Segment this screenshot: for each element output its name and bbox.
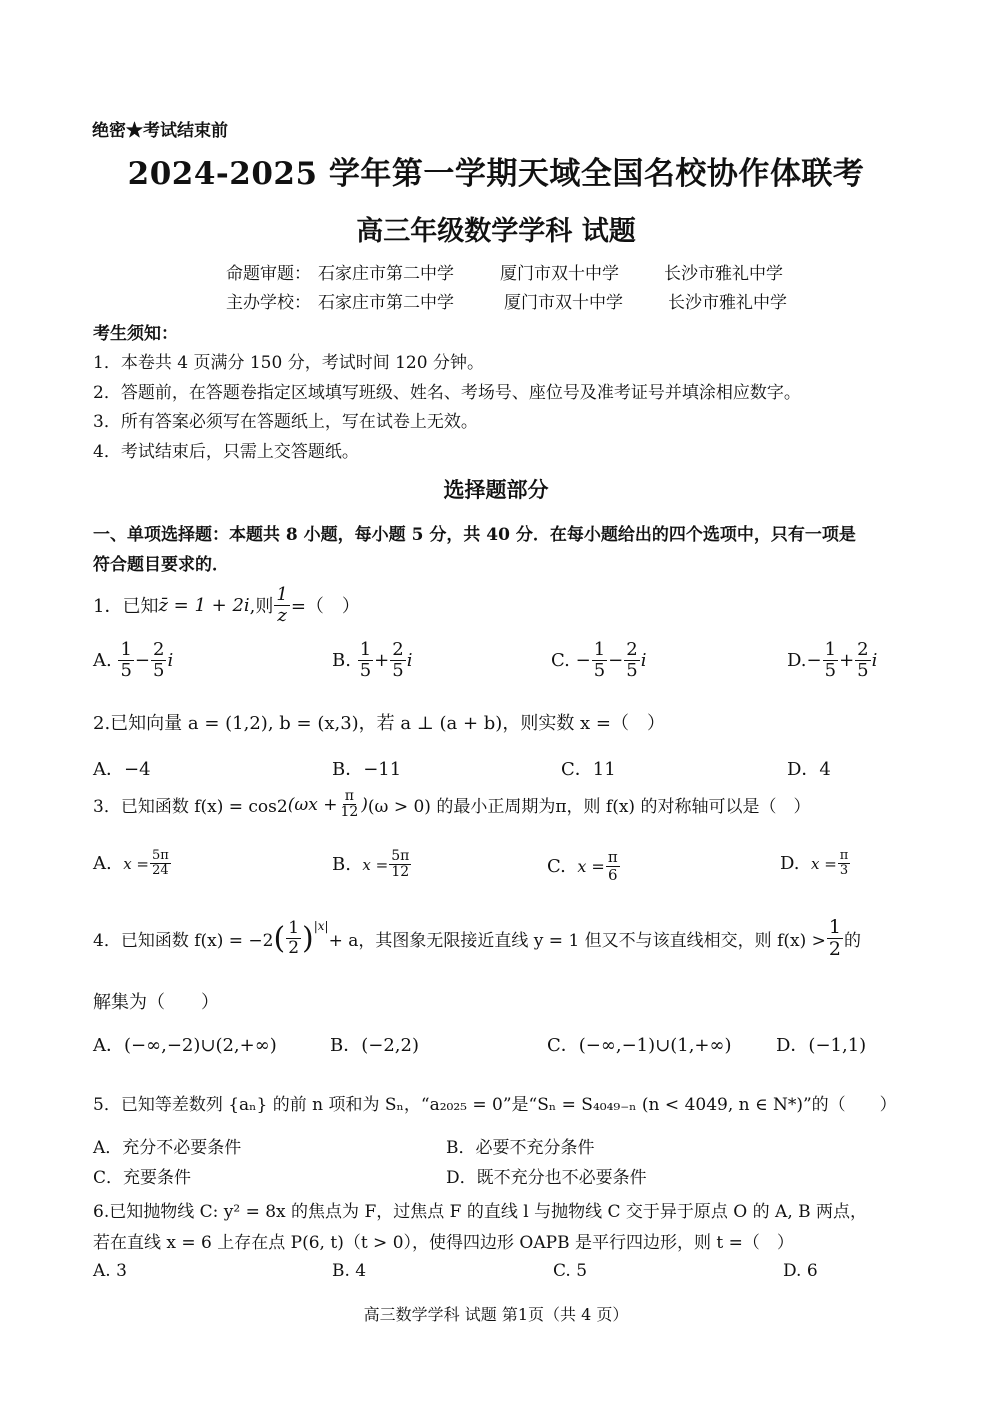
q1-option-b-tail: i	[406, 649, 413, 671]
q3-option-b-frac	[389, 849, 411, 881]
q3-option-b-label: B.	[332, 854, 351, 876]
q3-d-den: 3	[839, 863, 849, 879]
q3-option-c-lhs: x =	[577, 856, 605, 876]
question-6-stem-line2: 若在直线 x = 6 上存在点 P(6, t)（t > 0），使得四边形 OAPB 是平行四边形，则 t =（ ）	[93, 1233, 794, 1253]
q1-c-den1: 5	[593, 659, 606, 681]
q1-option-a	[93, 640, 173, 681]
notice-item-3: 3．所有答案必须写在答题纸上，写在试卷上无效。	[93, 412, 478, 432]
q4-prefix: 4．已知函数 f(x) = −2	[93, 930, 274, 951]
q5-option-d: D．既不充分也不必要条件	[446, 1168, 647, 1188]
q1-option-c-frac1	[592, 640, 607, 681]
q1-c-num1: 1	[593, 639, 606, 660]
q3-prefix: 3．已知函数 f(x) = cos2	[93, 797, 288, 818]
q1-a-den1: 5	[120, 659, 132, 681]
q4-base-fraction	[286, 919, 301, 957]
q3-option-a-label: A.	[93, 853, 112, 875]
question-6-stem-line1: 6.已知抛物线 C: y² = 8x 的焦点为 F，过焦点 F 的直线 l 与抛物线 C 交于异于原点 O 的 A, B 两点，	[93, 1202, 868, 1222]
q3-option-c-frac	[606, 849, 620, 883]
q4-exponent: |x|	[313, 919, 329, 933]
notice-item-1: 1．本卷共 4 页满分 150 分，考试时间 120 分钟。	[93, 353, 484, 373]
host-school-1: 石家庄市第二中学	[318, 293, 454, 313]
q1-option-a-tail: i	[167, 649, 174, 671]
q6-option-d: D. 6	[783, 1261, 818, 1281]
q6-option-b: B. 4	[332, 1261, 367, 1281]
q1-option-c-label: C.	[551, 649, 570, 671]
q1-b-den2: 5	[392, 659, 404, 681]
q1-option-b-label: B.	[332, 649, 351, 671]
question-1-stem	[93, 585, 360, 626]
q1-option-d-sign: +	[839, 649, 855, 671]
setters-label: 命题审题：	[226, 264, 311, 284]
q1-option-d-frac2	[855, 640, 870, 681]
q4-frac-num: 1	[828, 916, 841, 938]
q1-suffix: =（ ）	[290, 596, 360, 618]
q3-option-c	[547, 849, 621, 883]
q1-b-den1: 5	[359, 659, 372, 681]
setter-school-2: 厦门市双十中学	[500, 264, 619, 284]
section-intro-line2: 符合题目要求的．	[93, 555, 229, 575]
q3-option-c-label: C.	[547, 855, 566, 877]
q3-c-num: π	[607, 848, 618, 866]
page-footer: 高三数学学科 试题 第1页（共 4 页）	[363, 1305, 629, 1324]
q1-option-a-frac2	[151, 640, 166, 681]
q1-c-num2: 2	[626, 639, 638, 660]
notice-heading: 考生须知：	[93, 324, 178, 344]
q3-option-d-lhs: x =	[810, 854, 837, 873]
q1-option-c-tail: i	[640, 649, 647, 671]
q4-base-den: 2	[288, 937, 300, 958]
q1-mid: ,则	[249, 596, 274, 618]
q3-option-b-lhs: x =	[362, 855, 389, 874]
q1-frac-num: 1	[276, 584, 288, 605]
q1-option-c	[551, 640, 646, 681]
q1-fraction	[274, 585, 289, 626]
q3-option-d-label: D.	[780, 853, 800, 875]
q5-option-a: A．充分不必要条件	[93, 1138, 242, 1158]
q1-option-d-frac1	[823, 640, 838, 681]
q1-b-num1: 1	[359, 639, 372, 660]
q4-option-c: C．(−∞,−1)∪(1,+∞)	[547, 1035, 732, 1056]
q1-c-den2: 5	[626, 659, 638, 681]
q1-option-d	[787, 640, 877, 681]
hosts-label: 主办学校：	[226, 293, 311, 313]
q1-option-a-label: A.	[93, 649, 112, 671]
q4-option-b: B．(−2,2)	[330, 1035, 419, 1056]
q4-end: 的	[843, 930, 861, 951]
q1-frac-den: z	[277, 604, 287, 626]
q3-option-d-frac	[838, 849, 851, 879]
q1-option-b-frac2	[390, 640, 405, 681]
q1-d-num1: 1	[824, 639, 837, 660]
q4-option-d: D．(−1,1)	[776, 1035, 867, 1056]
q3-b-den: 12	[391, 864, 410, 881]
q3-suffix: (ω > 0) 的最小正周期为π，则 f(x) 的对称轴可以是（ ）	[367, 797, 811, 818]
q1-option-b	[332, 640, 412, 681]
notice-item-4: 4．考试结束后，只需上交答题纸。	[93, 442, 359, 462]
question-2-stem: 2.已知向量 a = (1,2), b = (x,3)，若 a ⊥ (a + b)，则实数 x =（ ）	[93, 713, 666, 734]
q1-option-a-sign: −	[134, 649, 151, 671]
exam-title: 2024-2025 学年第一学期天域全国名校协作体联考	[127, 156, 865, 192]
q1-d-num2: 2	[857, 639, 869, 660]
q1-d-den1: 5	[824, 659, 837, 681]
q3-c-den: 6	[607, 865, 618, 884]
q2-option-a: A．−4	[93, 759, 151, 780]
q3-a-den: 24	[152, 863, 169, 879]
q4-paren-close: )	[302, 920, 314, 956]
q1-option-a-frac1	[118, 640, 133, 681]
question-4-stem	[93, 917, 861, 960]
q5-option-b: B．必要不充分条件	[446, 1138, 595, 1158]
q1-option-c-lead: −	[575, 649, 591, 671]
q1-a-num2: 2	[153, 639, 165, 660]
section-intro-line1: 一、单项选择题：本题共 8 小题，每小题 5 分，共 40 分．在每小题给出的四个选项中，只有一项是	[93, 525, 856, 545]
q1-option-c-sign: −	[608, 649, 624, 671]
notice-item-2: 2．答题前，在答题卷指定区域填写班级、姓名、考场号、座位号及准考证号并填涂相应数字。	[93, 383, 801, 403]
q4-base-num: 1	[288, 918, 300, 939]
q3-d-num: π	[839, 848, 849, 863]
q3-arg-open: (ωx +	[287, 794, 338, 815]
host-school-3: 长沙市雅礼中学	[668, 293, 787, 313]
q6-option-c: C. 5	[553, 1261, 588, 1281]
q1-option-d-lead: −	[806, 649, 822, 671]
q1-a-den2: 5	[153, 659, 165, 681]
q3-frac-den: 12	[340, 804, 359, 821]
q1-equation: z̄ = 1 + 2i	[158, 594, 250, 616]
q1-a-num1: 1	[120, 639, 132, 660]
q2-option-c: C．11	[561, 759, 616, 780]
q4-mid: + a，其图象无限接近直线 y = 1 但又不与该直线相交，则 f(x) >	[328, 930, 826, 951]
q6-option-a: A. 3	[93, 1261, 127, 1281]
q1-option-b-frac1	[358, 640, 373, 681]
q1-prefix: 1．已知	[93, 596, 159, 618]
q1-option-b-sign: +	[374, 649, 390, 671]
setter-school-1: 石家庄市第二中学	[318, 264, 454, 284]
q3-a-num: 5π	[151, 848, 169, 863]
q1-b-num2: 2	[392, 639, 404, 660]
q1-option-d-tail: i	[871, 649, 878, 671]
q3-option-d	[780, 849, 851, 879]
question-4-stem-line2: 解集为（ ）	[93, 992, 219, 1013]
q4-option-a: A．(−∞,−2)∪(2,+∞)	[93, 1035, 277, 1056]
host-school-2: 厦门市双十中学	[504, 293, 623, 313]
exam-subtitle: 高三年级数学学科 试题	[356, 216, 636, 247]
q3-option-a	[93, 849, 172, 879]
q2-option-b: B．−11	[332, 759, 402, 780]
q3-option-b	[332, 849, 412, 881]
q3-b-num: 5π	[391, 848, 410, 864]
q4-paren-open: (	[273, 920, 286, 956]
section-title: 选择题部分	[443, 477, 549, 502]
q3-frac-num: π	[344, 788, 354, 804]
setter-school-3: 长沙市雅礼中学	[664, 264, 783, 284]
q5-option-c: C．充要条件	[93, 1168, 192, 1188]
q1-option-d-label: D.	[787, 649, 807, 671]
confidential-label: 绝密★考试结束前	[92, 121, 228, 141]
q3-fraction	[338, 789, 360, 821]
q4-frac-den: 2	[828, 937, 841, 960]
q1-option-c-frac2	[624, 640, 639, 681]
q4-fraction	[827, 917, 843, 960]
question-5-stem: 5．已知等差数列 {aₙ} 的前 n 项和为 Sₙ，“a₂₀₂₅ = 0”是“Sₙ = S₄₀₄₉₋ₙ (n < 4049, n ∈ N*)”的（ ）	[93, 1095, 897, 1115]
question-3-stem	[93, 789, 810, 821]
q3-option-a-frac	[150, 849, 171, 879]
q3-option-a-lhs: x =	[123, 854, 149, 873]
q3-arg-close: )	[361, 794, 368, 815]
q2-option-d: D．4	[787, 759, 831, 780]
q1-d-den2: 5	[857, 659, 869, 681]
